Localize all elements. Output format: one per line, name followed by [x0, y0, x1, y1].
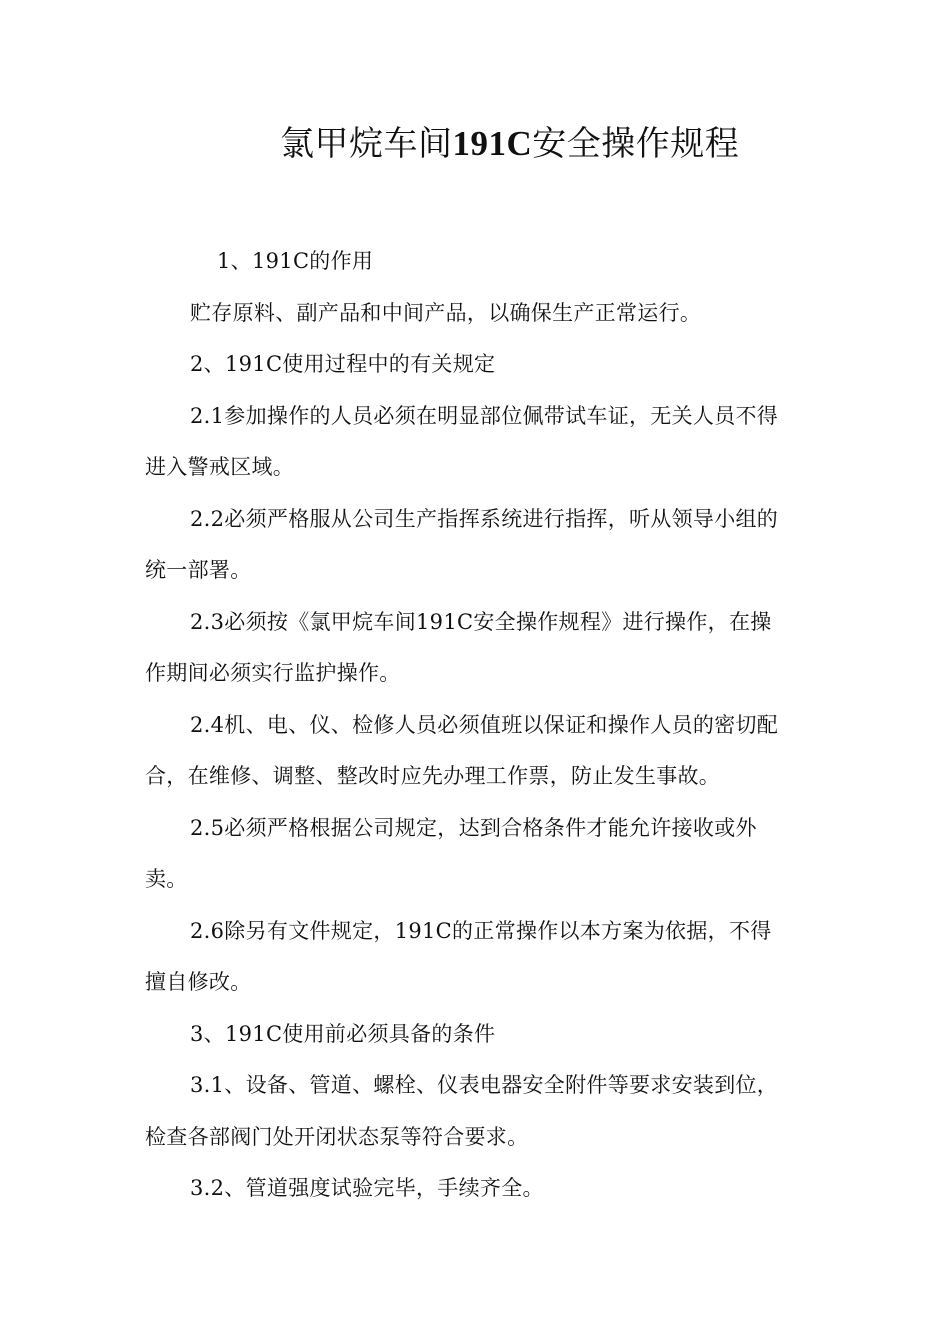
paragraph-line: 3.2、管道强度试验完毕，手续齐全。	[190, 1176, 544, 1200]
paragraph-line: 2.4机、电、仪、检修人员必须值班以保证和操作人员的密切配	[190, 712, 779, 737]
paragraph-line: 2.6除另有文件规定，191C的正常操作以本方案为依据，不得	[190, 918, 772, 943]
title-text-post: 安全操作规程	[532, 124, 740, 164]
paragraph-line: 2.3必须按《氯甲烷车间191C安全操作规程》进行操作，在操	[190, 609, 772, 634]
paragraph-line: 3.1、设备、管道、螺栓、仪表电器安全附件等要求安装到位，	[190, 1073, 779, 1097]
paragraph-line: 卖。	[145, 867, 188, 891]
paragraph-line: 贮存原料、副产品和中间产品，以确保生产正常运行。	[190, 300, 702, 325]
paragraph-line: 1、191C的作用	[217, 249, 374, 273]
paragraph-line: 作期间必须实行监护操作。	[145, 661, 401, 685]
paragraph-line: 合，在维修、调整、整改时应先办理工作票，防止发生事故。	[145, 764, 721, 788]
paragraph-line: 2.5必须严格根据公司规定，达到合格条件才能允许接收或外	[190, 815, 757, 840]
paragraph-line: 统一部署。	[145, 558, 252, 582]
paragraph-line: 2.1参加操作的人员必须在明显部位佩带试车证，无关人员不得	[190, 403, 779, 428]
paragraph-line: 2、191C使用过程中的有关规定	[190, 352, 496, 376]
paragraph-line: 3、191C使用前必须具备的条件	[190, 1021, 496, 1046]
document-title	[280, 118, 840, 170]
title-code: 191C	[452, 124, 533, 163]
paragraph-line: 2.2必须严格服从公司生产指挥系统进行指挥，听从领导小组的	[190, 506, 779, 531]
paragraph-line: 擅自修改。	[145, 970, 252, 994]
paragraph-line: 进入警戒区域。	[145, 455, 295, 479]
document-body	[145, 236, 810, 1215]
paragraph-line: 检查各部阀门处开闭状态泵等符合要求。	[145, 1124, 529, 1149]
title-text-pre: 氯甲烷车间	[280, 124, 453, 164]
